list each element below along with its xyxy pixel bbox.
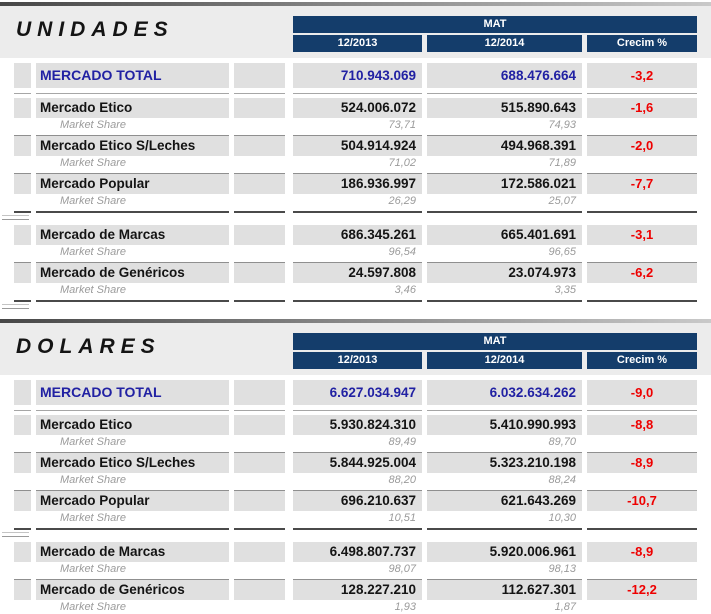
column-header-2013: 12/2013 [293,35,422,52]
market-row [0,542,711,562]
row-spacer-cell [234,453,285,473]
market-share-2013: 3,46 [293,283,422,302]
row-lead-cell [14,263,31,283]
market-growth-value: -10,7 [587,491,697,511]
market-value-2013: 5.844.925.004 [293,453,422,473]
column-header-2014: 12/2014 [427,35,582,52]
market-value-2014: 5.410.990.993 [427,415,582,435]
column-header-growth: Crecim % [587,35,697,52]
market-share-row [0,156,711,174]
market-value-2014: 172.586.021 [427,174,582,194]
row-spacer-cell [234,194,285,213]
market-share-growth-empty [587,156,697,174]
market-value-2014: 23.074.973 [427,263,582,283]
row-spacer-cell [234,136,285,156]
row-spacer-cell [234,283,285,302]
market-share-2014: 89,70 [427,435,582,453]
market-share-label: Market Share [36,511,229,530]
row-lead-cell [14,98,31,118]
row-lead-cell [14,580,31,600]
row-spacer-cell [234,98,285,118]
market-share-2014: 74,93 [427,118,582,136]
market-share-label: Market Share [36,600,229,614]
market-share-growth-empty [587,600,697,614]
total-growth-value: -3,2 [587,63,697,88]
row-lead-cell [14,194,31,213]
row-lead-cell [14,511,31,530]
market-share-2013: 96,54 [293,245,422,263]
column-header-2013: 12/2013 [293,352,422,369]
market-share-row [0,118,711,136]
market-value-2013: 5.930.824.310 [293,415,422,435]
market-row [0,98,711,118]
market-row-label: Mercado de Genéricos [36,580,229,600]
total-row [0,63,711,88]
market-share-row [0,435,711,453]
market-share-2014: 3,35 [427,283,582,302]
market-row-label: Mercado de Genéricos [36,263,229,283]
market-share-row [0,283,711,302]
row-lead-cell [14,562,31,580]
market-share-2014: 96,65 [427,245,582,263]
market-row [0,415,711,435]
row-lead-cell [14,225,31,245]
row-lead-cell [14,542,31,562]
row-spacer-cell [234,118,285,136]
market-row-label: Mercado Popular [36,491,229,511]
market-row-label: Mercado Etico S/Leches [36,453,229,473]
row-spacer-cell [234,542,285,562]
total-growth-value: -9,0 [587,380,697,405]
market-row [0,263,711,283]
row-lead-cell [14,415,31,435]
row-lead-cell [14,136,31,156]
market-share-2013: 98,07 [293,562,422,580]
row-lead-cell [14,380,31,405]
market-value-2013: 24.597.808 [293,263,422,283]
market-share-label: Market Share [36,562,229,580]
section-header-band [0,323,711,375]
market-row [0,136,711,156]
total-row-label: MERCADO TOTAL [36,63,229,88]
row-spacer-cell [234,473,285,491]
mat-group-header: MAT [293,333,697,350]
total-row [0,380,711,405]
market-value-2013: 696.210.637 [293,491,422,511]
market-growth-value: -8,9 [587,453,697,473]
market-share-label: Market Share [36,245,229,263]
market-growth-value: -2,0 [587,136,697,156]
market-growth-value: -1,6 [587,98,697,118]
market-row-label: Mercado Etico S/Leches [36,136,229,156]
row-lead-cell [14,600,31,614]
market-value-2013: 128.227.210 [293,580,422,600]
left-double-dash [2,215,29,220]
report-sections [0,2,711,614]
market-share-growth-empty [587,245,697,263]
market-growth-value: -8,9 [587,542,697,562]
total-row-underline [0,410,711,411]
market-share-label: Market Share [36,435,229,453]
market-value-2013: 504.914.924 [293,136,422,156]
market-value-2014: 515.890.643 [427,98,582,118]
row-spacer-cell [234,491,285,511]
market-value-2013: 686.345.261 [293,225,422,245]
market-share-2013: 71,02 [293,156,422,174]
market-value-2013: 524.006.072 [293,98,422,118]
market-share-label: Market Share [36,283,229,302]
market-share-growth-empty [587,435,697,453]
group-separator-gap [0,213,711,225]
row-lead-cell [14,491,31,511]
total-value-2014: 6.032.634.262 [427,380,582,405]
market-value-2014: 5.920.006.961 [427,542,582,562]
market-share-2014: 25,07 [427,194,582,213]
mat-group-header: MAT [293,16,697,33]
market-share-2013: 73,71 [293,118,422,136]
row-spacer-cell [234,600,285,614]
market-share-2013: 88,20 [293,473,422,491]
market-share-2014: 10,30 [427,511,582,530]
market-share-row [0,600,711,614]
market-share-growth-empty [587,194,697,213]
mat-header-block [293,16,697,58]
market-row-label: Mercado Etico [36,98,229,118]
market-share-2013: 1,93 [293,600,422,614]
total-value-2014: 688.476.664 [427,63,582,88]
market-share-label: Market Share [36,118,229,136]
market-row [0,580,711,600]
market-row [0,225,711,245]
market-growth-value: -12,2 [587,580,697,600]
market-share-2014: 98,13 [427,562,582,580]
market-share-label: Market Share [36,473,229,491]
section-title: DOLARES [16,335,161,358]
section-title: UNIDADES [16,18,174,41]
row-spacer-cell [234,562,285,580]
market-share-2014: 1,87 [427,600,582,614]
row-lead-cell [14,453,31,473]
column-header-2014: 12/2014 [427,352,582,369]
market-row-label: Mercado Etico [36,415,229,435]
row-lead-cell [14,245,31,263]
market-share-2013: 10,51 [293,511,422,530]
row-spacer-cell [234,174,285,194]
section-rows [0,375,711,614]
column-headers [293,352,697,369]
market-value-2013: 186.936.997 [293,174,422,194]
market-share-growth-empty [587,562,697,580]
left-double-dash [2,304,29,309]
market-growth-value: -6,2 [587,263,697,283]
total-row-underline [0,93,711,94]
total-value-2013: 710.943.069 [293,63,422,88]
row-spacer-cell [234,225,285,245]
row-spacer-cell [234,580,285,600]
row-lead-cell [14,283,31,302]
total-value-2013: 6.627.034.947 [293,380,422,405]
market-share-label: Market Share [36,156,229,174]
market-share-growth-empty [587,473,697,491]
market-share-row [0,245,711,263]
market-growth-value: -8,8 [587,415,697,435]
column-header-growth: Crecim % [587,352,697,369]
row-lead-cell [14,435,31,453]
market-share-2014: 71,89 [427,156,582,174]
section-end-gap [0,302,711,317]
market-share-growth-empty [587,511,697,530]
market-value-2014: 665.401.691 [427,225,582,245]
market-share-2013: 26,29 [293,194,422,213]
market-growth-value: -7,7 [587,174,697,194]
market-share-row [0,473,711,491]
market-row [0,491,711,511]
market-share-row [0,194,711,213]
market-growth-value: -3,1 [587,225,697,245]
market-row [0,453,711,473]
row-lead-cell [14,174,31,194]
mat-header-block [293,333,697,375]
market-share-growth-empty [587,118,697,136]
section-header-band [0,6,711,58]
market-row-label: Mercado Popular [36,174,229,194]
market-share-label: Market Share [36,194,229,213]
market-row [0,174,711,194]
market-value-2014: 621.643.269 [427,491,582,511]
market-value-2014: 112.627.301 [427,580,582,600]
market-value-2014: 494.968.391 [427,136,582,156]
group-separator-gap [0,530,711,542]
row-lead-cell [14,156,31,174]
market-value-2014: 5.323.210.198 [427,453,582,473]
row-spacer-cell [234,380,285,405]
report-section [0,2,711,317]
row-lead-cell [14,63,31,88]
row-spacer-cell [234,435,285,453]
report-section [0,319,711,614]
total-row-label: MERCADO TOTAL [36,380,229,405]
section-rows [0,58,711,317]
market-share-growth-empty [587,283,697,302]
row-spacer-cell [234,415,285,435]
row-lead-cell [14,118,31,136]
market-row-label: Mercado de Marcas [36,542,229,562]
market-share-row [0,511,711,530]
left-double-dash [2,532,29,537]
row-spacer-cell [234,245,285,263]
row-spacer-cell [234,511,285,530]
row-spacer-cell [234,63,285,88]
market-share-2014: 88,24 [427,473,582,491]
market-row-label: Mercado de Marcas [36,225,229,245]
market-share-2013: 89,49 [293,435,422,453]
row-lead-cell [14,473,31,491]
market-value-2013: 6.498.807.737 [293,542,422,562]
market-share-row [0,562,711,580]
row-spacer-cell [234,156,285,174]
row-spacer-cell [234,263,285,283]
column-headers [293,35,697,52]
